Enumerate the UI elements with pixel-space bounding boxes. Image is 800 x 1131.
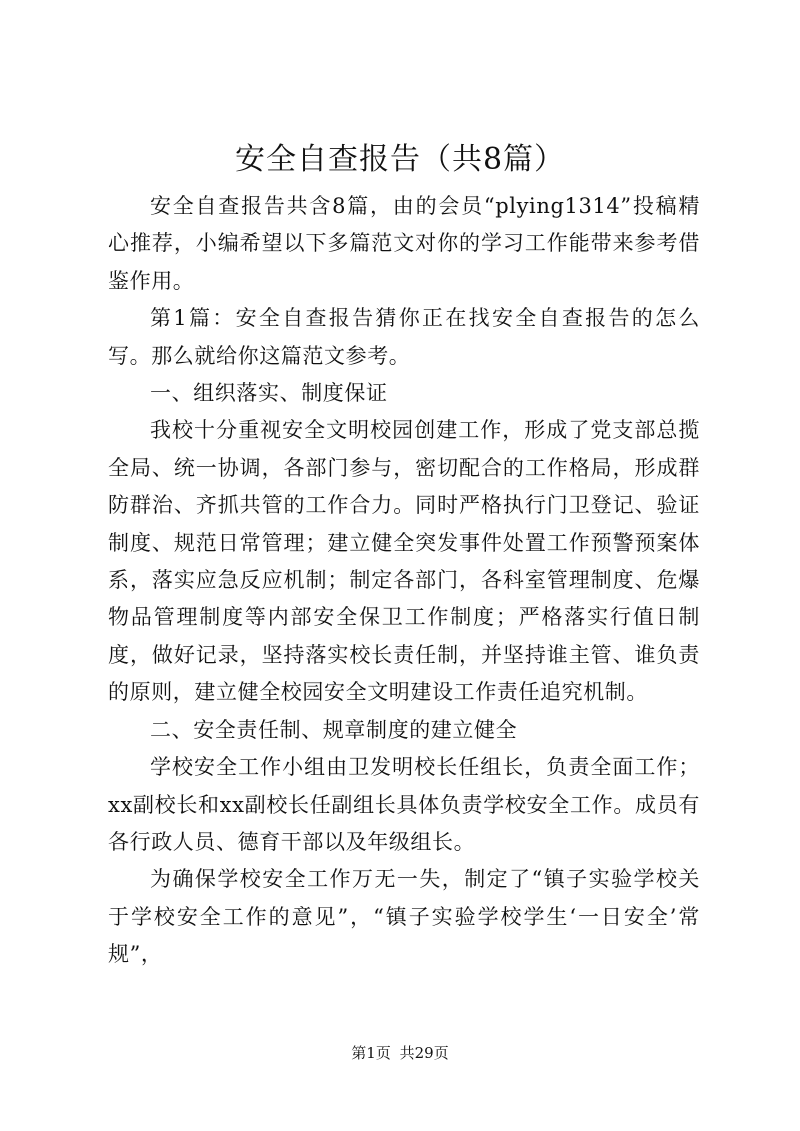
paragraph-part1-heading: 第1篇：安全自查报告猜你正在找安全自查报告的怎么写。那么就给你这篇范文参考。 xyxy=(108,306,700,368)
section-heading-responsibility: 二、安全责任制、规章制度的建立健全 xyxy=(150,717,518,742)
document-body xyxy=(108,188,700,974)
paragraph-responsibility: 学校安全工作小组由卫发明校长任组长，负责全面工作；xx副校长和xx副校长任副组长具体负责学校安全工作。成员有各行政人员、德育干部以及年级组长。 xyxy=(108,755,700,854)
paragraph-regulations: 为确保学校安全工作万无一失，制定了“镇子实验学校关于学校安全工作的意见”，“镇子实验学校学生‘一日安全’常规”， xyxy=(108,867,700,967)
page-number: 第1页 xyxy=(351,1044,391,1062)
page-total: 共29页 xyxy=(399,1044,449,1062)
paragraph-organization: 我校十分重视安全文明校园创建工作，形成了党支部总揽全局、统一协调，各部门参与，密切配合的工作格局，形成群防群治、齐抓共管的工作合力。同时严格执行门卫登记、验证制度、规范日常管理；建立健全突发事件处置工作预警预案体系，落实应急反应机制；制定各部门，各科室管理制度、危爆物品管理制度等内部安全保卫工作制度；严格落实行值日制度，做好记录，坚持落实校长责任制，并坚持谁主管、谁负责的原则，建立健全校园安全文明建设工作责任追究机制。 xyxy=(108,418,700,705)
section-heading-organization: 一、组织落实、制度保证 xyxy=(150,381,388,406)
document-title: 安全自查报告（共8篇） xyxy=(234,142,566,177)
page-footer xyxy=(0,1043,800,1063)
paragraph-intro: 安全自查报告共含8篇，由的会员“plying1314”投稿精心推荐，小编希望以下多篇范文对你的学习工作能带来参考借鉴作用。 xyxy=(108,194,700,293)
